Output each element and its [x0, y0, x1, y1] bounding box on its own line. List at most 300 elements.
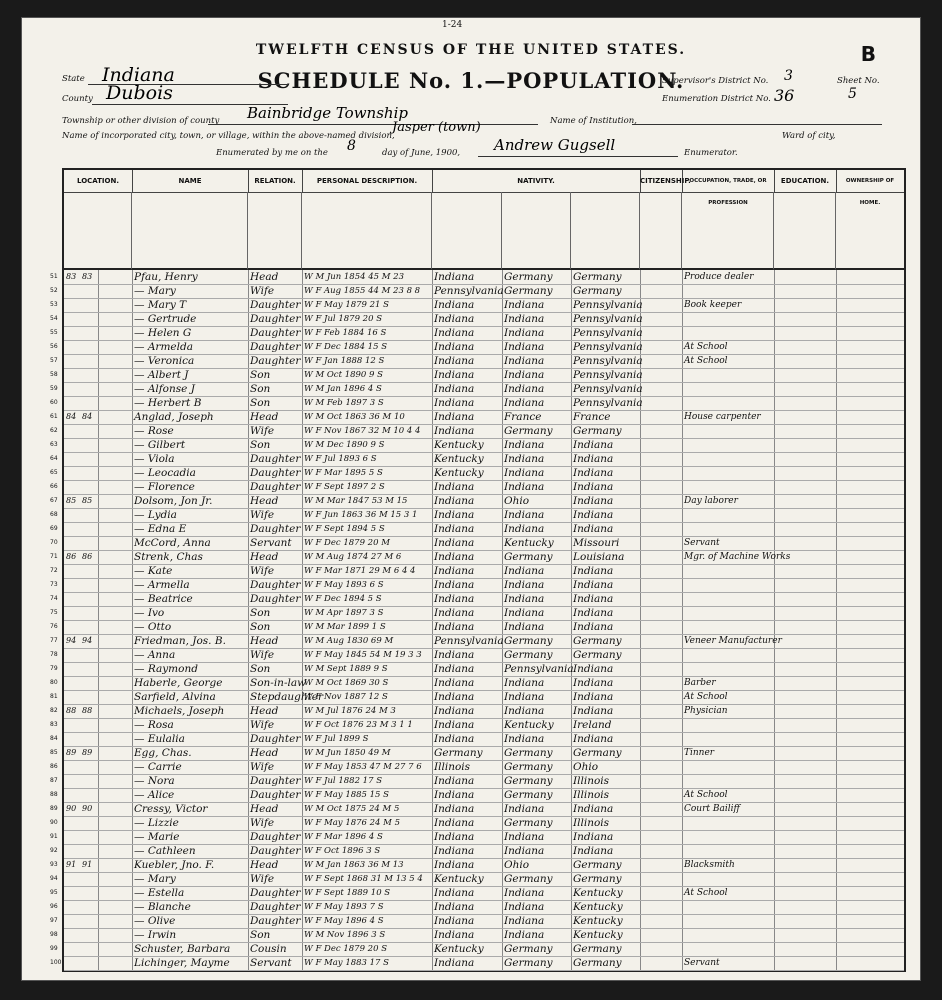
line-number: 95	[50, 889, 58, 896]
cell-desc: W M Jun 1850 49 M	[304, 748, 391, 758]
table-row	[50, 396, 904, 411]
cell-desc: W F May 1879 21 S	[304, 300, 389, 310]
nativity-header: NATIVITY.	[432, 170, 641, 193]
ward-label: Ward of city,	[782, 131, 836, 141]
cell-desc: W F May 1876 24 M 5	[304, 818, 400, 828]
cell-b2: Indiana	[504, 691, 545, 703]
cell-name: — Beatrice	[134, 593, 193, 605]
table-row	[50, 732, 904, 747]
cell-desc: W M Oct 1875 24 M 5	[304, 804, 400, 814]
cell-b2: Pennsylvania	[504, 663, 574, 675]
cell-rel: Head	[250, 271, 279, 283]
cell-desc: W F Jul 1899 S	[304, 734, 369, 744]
cell-name: — Herbert B	[134, 397, 202, 409]
line-number: 72	[50, 567, 58, 574]
cell-b3: Ohio	[573, 761, 599, 773]
cell-b2: Germany	[504, 425, 553, 437]
cell-b1: Indiana	[434, 901, 475, 913]
cell-b3: Indiana	[573, 593, 614, 605]
cell-rel: Daughter	[250, 467, 301, 479]
cell-b1: Indiana	[434, 705, 475, 717]
cell-desc: W M Nov 1896 3 S	[304, 930, 386, 940]
cell-rel: Daughter	[250, 887, 301, 899]
cell-rel: Daughter	[250, 775, 301, 787]
line-number: 79	[50, 665, 58, 672]
cell-rel: Daughter	[250, 327, 301, 339]
cell-desc: W F Jul 1879 20 S	[304, 314, 383, 324]
line-number: 83	[50, 721, 58, 728]
cell-desc: W F Jun 1863 36 M 15 3 1	[304, 510, 418, 520]
cell-b1: Kentucky	[434, 467, 484, 479]
county-label: County	[62, 94, 93, 104]
cell-rel: Wife	[250, 285, 275, 297]
cell-b1: Germany	[434, 747, 483, 759]
cell-rel: Head	[250, 705, 279, 717]
cell-dw: 84	[66, 412, 77, 421]
cell-b1: Indiana	[434, 495, 475, 507]
cell-name: — Carrie	[134, 761, 182, 773]
cell-b1: Indiana	[434, 369, 475, 381]
institution-line	[632, 124, 882, 125]
city-value: Jasper (town)	[392, 120, 481, 135]
state-value: Indiana	[102, 64, 175, 86]
cell-occ: Day laborer	[684, 496, 738, 506]
line-number: 62	[50, 427, 58, 434]
sheet-side-letter: B	[860, 42, 876, 66]
cell-b3: Indiana	[573, 481, 614, 493]
relation-subheader	[248, 192, 302, 270]
cell-rel: Son	[250, 439, 271, 451]
cell-occ: Mgr. of Machine Works	[684, 552, 791, 562]
cell-name: — Armella	[134, 579, 190, 591]
cell-desc: W F Feb 1884 16 S	[304, 328, 387, 338]
ownership-header: OWNERSHIP OF HOME.	[836, 170, 904, 193]
cell-desc: W M Feb 1897 3 S	[304, 398, 384, 408]
cell-occ: Tinner	[684, 748, 715, 758]
line-number: 54	[50, 315, 58, 322]
table-row	[50, 648, 904, 663]
cell-b3: Kentucky	[573, 929, 623, 941]
cell-b2: Germany	[504, 761, 553, 773]
cell-b2: Ohio	[504, 495, 530, 507]
cell-desc: W M Mar 1847 53 M 15	[304, 496, 408, 506]
cell-name: — Armelda	[134, 341, 193, 353]
cell-b3: Indiana	[573, 677, 614, 689]
cell-occ: Court Bailiff	[684, 804, 740, 814]
line-number: 58	[50, 371, 58, 378]
cell-fam: 83	[82, 272, 93, 281]
cell-b2: Indiana	[504, 523, 545, 535]
line-number: 99	[50, 945, 58, 952]
personal-subheader	[302, 192, 432, 270]
table-row	[50, 508, 904, 523]
cell-b3: Pennsylvania	[573, 369, 643, 381]
cell-desc: W F Nov 1887 12 S	[304, 692, 388, 702]
cell-b3: Pennsylvania	[573, 313, 643, 325]
cell-b1: Indiana	[434, 397, 475, 409]
cell-b1: Indiana	[434, 929, 475, 941]
cell-name: — Nora	[134, 775, 175, 787]
table-row	[50, 466, 904, 481]
cell-b3: Ireland	[573, 719, 612, 731]
cell-b1: Indiana	[434, 327, 475, 339]
table-row	[50, 480, 904, 495]
table-row	[50, 830, 904, 845]
cell-fam: 86	[82, 552, 93, 561]
cell-b2: Germany	[504, 649, 553, 661]
line-number: 94	[50, 875, 58, 882]
cell-b3: Indiana	[573, 453, 614, 465]
cell-rel: Cousin	[250, 943, 287, 955]
table-row	[50, 354, 904, 369]
table-row	[50, 816, 904, 831]
cell-name: — Mary	[134, 285, 176, 297]
table-row	[50, 494, 904, 509]
census-sheet	[22, 18, 920, 980]
cell-rel: Head	[250, 635, 279, 647]
line-number: 97	[50, 917, 58, 924]
cell-name: Kuebler, Jno. F.	[134, 859, 215, 871]
table-row	[50, 578, 904, 593]
township-value: Bainbridge Township	[247, 104, 408, 122]
table-row	[50, 606, 904, 621]
cell-desc: W F Dec 1884 15 S	[304, 342, 388, 352]
table-row	[50, 886, 904, 901]
cell-b2: Germany	[504, 271, 553, 283]
cell-b2: Indiana	[504, 803, 545, 815]
cell-occ: Servant	[684, 958, 720, 968]
cell-desc: W F May 1883 17 S	[304, 958, 389, 968]
cell-b2: Indiana	[504, 887, 545, 899]
cell-b1: Kentucky	[434, 453, 484, 465]
cell-rel: Daughter	[250, 299, 301, 311]
cell-desc: W F May 1896 4 S	[304, 916, 384, 926]
cell-rel: Wife	[250, 425, 275, 437]
cell-b3: Germany	[573, 635, 622, 647]
cell-rel: Son	[250, 607, 271, 619]
line-number: 57	[50, 357, 58, 364]
cell-desc: W F May 1845 54 M 19 3 3	[304, 650, 422, 660]
cell-rel: Wife	[250, 719, 275, 731]
cell-b3: Indiana	[573, 565, 614, 577]
city-label: Name of incorporated city, town, or village, within the above-named division,	[62, 131, 395, 141]
line-number: 100	[50, 959, 62, 966]
cell-occ: At School	[684, 888, 728, 898]
table-row	[50, 676, 904, 691]
table-row	[50, 564, 904, 579]
cell-desc: W M Oct 1863 36 M 10	[304, 412, 405, 422]
cell-b2: Germany	[504, 551, 553, 563]
cell-b1: Indiana	[434, 817, 475, 829]
cell-b2: Germany	[504, 775, 553, 787]
cell-b3: Indiana	[573, 845, 614, 857]
enumeration-value: 36	[774, 86, 795, 105]
line-number: 66	[50, 483, 58, 490]
line-number: 93	[50, 861, 58, 868]
county-value: Dubois	[106, 82, 173, 104]
cell-b1: Kentucky	[434, 873, 484, 885]
cell-desc: W M Jan 1863 36 M 13	[304, 860, 404, 870]
cell-name: — Raymond	[134, 663, 198, 675]
cell-desc: W F Mar 1895 5 S	[304, 468, 383, 478]
cell-b2: Kentucky	[504, 537, 554, 549]
location-subheader	[64, 192, 132, 270]
cell-b2: Germany	[504, 635, 553, 647]
day-label: day of June, 1900,	[382, 148, 461, 158]
cell-fam: 85	[82, 496, 93, 505]
cell-b1: Indiana	[434, 565, 475, 577]
cell-b3: Germany	[573, 285, 622, 297]
line-number: 87	[50, 777, 58, 784]
cell-b1: Indiana	[434, 663, 475, 675]
table-row	[50, 340, 904, 355]
cell-b3: Germany	[573, 873, 622, 885]
cell-b2: Indiana	[504, 845, 545, 857]
cell-desc: W F Dec 1879 20 M	[304, 538, 390, 548]
cell-rel: Son	[250, 663, 271, 675]
cell-rel: Son-in-law	[250, 677, 307, 689]
cell-b2: Indiana	[504, 705, 545, 717]
cell-name: Strenk, Chas	[134, 551, 203, 563]
cell-occ: At School	[684, 692, 728, 702]
cell-name: Anglad, Joseph	[134, 411, 214, 423]
cell-b3: Germany	[573, 425, 622, 437]
cell-b1: Indiana	[434, 509, 475, 521]
table-row	[50, 424, 904, 439]
cell-name: — Rose	[134, 425, 174, 437]
table-row	[50, 620, 904, 635]
cell-rel: Daughter	[250, 453, 301, 465]
cell-desc: W F Sept 1868 31 M 13 5 4	[304, 874, 423, 884]
cell-b3: Germany	[573, 859, 622, 871]
cell-rel: Daughter	[250, 341, 301, 353]
cell-b1: Indiana	[434, 313, 475, 325]
cell-b2: Indiana	[504, 593, 545, 605]
citizenship-header: CITIZENSHIP.	[640, 170, 683, 193]
cell-b2: Indiana	[504, 929, 545, 941]
cell-occ: At School	[684, 342, 728, 352]
cell-b3: Kentucky	[573, 915, 623, 927]
cell-desc: W F May 1893 6 S	[304, 580, 384, 590]
cell-b3: Germany	[573, 271, 622, 283]
cell-b1: Indiana	[434, 831, 475, 843]
line-number: 80	[50, 679, 58, 686]
cell-name: Egg, Chas.	[134, 747, 192, 759]
cell-rel: Stepdaughter	[250, 691, 324, 703]
cell-name: — Rosa	[134, 719, 174, 731]
line-number: 56	[50, 343, 58, 350]
supervisor-label: Supervisor's District No.	[662, 76, 769, 86]
cell-desc: W F Jul 1882 17 S	[304, 776, 383, 786]
cell-rel: Son	[250, 397, 271, 409]
cell-b1: Indiana	[434, 957, 475, 969]
cell-b1: Indiana	[434, 481, 475, 493]
cell-fam: 84	[82, 412, 93, 421]
cell-name: — Olive	[134, 915, 176, 927]
table-row	[50, 914, 904, 929]
cell-b1: Indiana	[434, 523, 475, 535]
line-number: 70	[50, 539, 58, 546]
cell-name: Lichinger, Mayme	[134, 957, 230, 969]
cell-b3: Indiana	[573, 705, 614, 717]
cell-rel: Wife	[250, 509, 275, 521]
cell-b2: Germany	[504, 873, 553, 885]
table-row	[50, 872, 904, 887]
form-number: 1-24	[442, 20, 463, 30]
cell-b2: Germany	[504, 957, 553, 969]
cell-fam: 89	[82, 748, 93, 757]
sheet-label: Sheet No.	[837, 76, 880, 86]
cell-b3: Indiana	[573, 467, 614, 479]
cell-b1: Indiana	[434, 551, 475, 563]
line-number: 82	[50, 707, 58, 714]
line-number: 78	[50, 651, 58, 658]
cell-rel: Daughter	[250, 901, 301, 913]
cell-b1: Pennsylvania	[434, 285, 504, 297]
cell-occ: Physician	[684, 706, 728, 716]
cell-b2: Indiana	[504, 439, 545, 451]
cell-name: Haberle, George	[134, 677, 223, 689]
cell-name: — Helen G	[134, 327, 192, 339]
cell-b3: Pennsylvania	[573, 397, 643, 409]
cell-rel: Wife	[250, 565, 275, 577]
line-number: 52	[50, 287, 58, 294]
cell-desc: W F Dec 1879 20 S	[304, 944, 388, 954]
line-number: 76	[50, 623, 58, 630]
cell-name: — Mary	[134, 873, 176, 885]
cell-fam: 94	[82, 636, 93, 645]
cell-occ: House carpenter	[684, 412, 761, 422]
cell-b2: Indiana	[504, 397, 545, 409]
table-row	[50, 522, 904, 537]
township-label: Township or other division of county	[62, 116, 220, 126]
personal-header: PERSONAL DESCRIPTION.	[302, 170, 433, 193]
occupation-subheader	[682, 192, 774, 270]
cell-b3: Indiana	[573, 439, 614, 451]
census-title: TWELFTH CENSUS OF THE UNITED STATES.	[255, 42, 687, 58]
cell-b1: Indiana	[434, 887, 475, 899]
cell-b2: Indiana	[504, 733, 545, 745]
cell-b1: Indiana	[434, 691, 475, 703]
cell-desc: W F Jul 1893 6 S	[304, 454, 377, 464]
state-label: State	[62, 74, 85, 84]
cell-b1: Indiana	[434, 411, 475, 423]
cell-name: — Estella	[134, 887, 185, 899]
cell-desc: W M Sept 1889 9 S	[304, 664, 388, 674]
cell-desc: W M Jul 1876 24 M 3	[304, 706, 396, 716]
cell-b1: Indiana	[434, 719, 475, 731]
cell-rel: Head	[250, 551, 279, 563]
line-number: 64	[50, 455, 58, 462]
cell-occ: Barber	[684, 678, 716, 688]
line-number: 63	[50, 441, 58, 448]
table-row	[50, 858, 904, 873]
cell-occ: At School	[684, 790, 728, 800]
citizenship-subheader	[640, 192, 682, 270]
cell-b2: Indiana	[504, 831, 545, 843]
cell-desc: W F Sept 1897 2 S	[304, 482, 385, 492]
cell-desc: W F May 1893 7 S	[304, 902, 384, 912]
cell-b3: Illinois	[573, 789, 610, 801]
line-number: 53	[50, 301, 58, 308]
line-number: 55	[50, 329, 58, 336]
cell-b1: Indiana	[434, 677, 475, 689]
table-row	[50, 718, 904, 733]
cell-rel: Wife	[250, 817, 275, 829]
cell-name: Cressy, Victor	[134, 803, 208, 815]
cell-name: Michaels, Joseph	[134, 705, 225, 717]
enumerator-line	[478, 156, 678, 157]
cell-b1: Indiana	[434, 355, 475, 367]
cell-dw: 89	[66, 748, 77, 757]
cell-b1: Pennsylvania	[434, 635, 504, 647]
cell-b3: Illinois	[573, 817, 610, 829]
cell-b1: Indiana	[434, 271, 475, 283]
cell-name: — Otto	[134, 621, 172, 633]
cell-rel: Son	[250, 621, 271, 633]
cell-b2: Germany	[504, 943, 553, 955]
cell-name: — Albert J	[134, 369, 189, 381]
cell-name: — Cathleen	[134, 845, 196, 857]
cell-b1: Indiana	[434, 621, 475, 633]
cell-desc: W F Oct 1876 23 M 3 1 1	[304, 720, 413, 730]
cell-b2: Indiana	[504, 509, 545, 521]
nativity-father-subheader	[502, 192, 571, 270]
cell-name: — Alfonse J	[134, 383, 195, 395]
cell-desc: W M Jun 1854 45 M 23	[304, 272, 404, 282]
cell-name: — Lydia	[134, 509, 177, 521]
cell-rel: Daughter	[250, 915, 301, 927]
cell-b3: Indiana	[573, 607, 614, 619]
cell-desc: W F Aug 1855 44 M 23 8 8	[304, 286, 421, 296]
cell-desc: W M Oct 1869 30 S	[304, 678, 389, 688]
cell-b3: Germany	[573, 943, 622, 955]
cell-name: — Florence	[134, 481, 195, 493]
ownership-subheader	[836, 192, 904, 270]
cell-rel: Daughter	[250, 355, 301, 367]
table-row	[50, 662, 904, 677]
cell-b2: Kentucky	[504, 719, 554, 731]
cell-rel: Daughter	[250, 831, 301, 843]
cell-name: — Gertrude	[134, 313, 197, 325]
cell-b1: Indiana	[434, 859, 475, 871]
cell-rel: Daughter	[250, 733, 301, 745]
line-number: 84	[50, 735, 58, 742]
line-number: 96	[50, 903, 58, 910]
cell-rel: Head	[250, 495, 279, 507]
line-number: 81	[50, 693, 58, 700]
cell-rel: Son	[250, 369, 271, 381]
cell-desc: W M Mar 1899 1 S	[304, 622, 386, 632]
cell-b3: Kentucky	[573, 887, 623, 899]
cell-b3: Indiana	[573, 621, 614, 633]
line-number: 98	[50, 931, 58, 938]
table-row	[50, 550, 904, 565]
cell-dw: 91	[66, 860, 77, 869]
institution-label: Name of Institution,	[550, 116, 637, 126]
location-header: LOCATION.	[64, 170, 133, 193]
table-row	[50, 788, 904, 803]
cell-b3: Indiana	[573, 579, 614, 591]
cell-b3: Missouri	[573, 537, 620, 549]
line-number: 90	[50, 819, 58, 826]
cell-b1: Indiana	[434, 341, 475, 353]
cell-rel: Daughter	[250, 313, 301, 325]
cell-b2: Germany	[504, 817, 553, 829]
cell-b3: Pennsylvania	[573, 299, 643, 311]
cell-desc: W F Oct 1896 3 S	[304, 846, 381, 856]
cell-desc: W F Mar 1896 4 S	[304, 832, 383, 842]
